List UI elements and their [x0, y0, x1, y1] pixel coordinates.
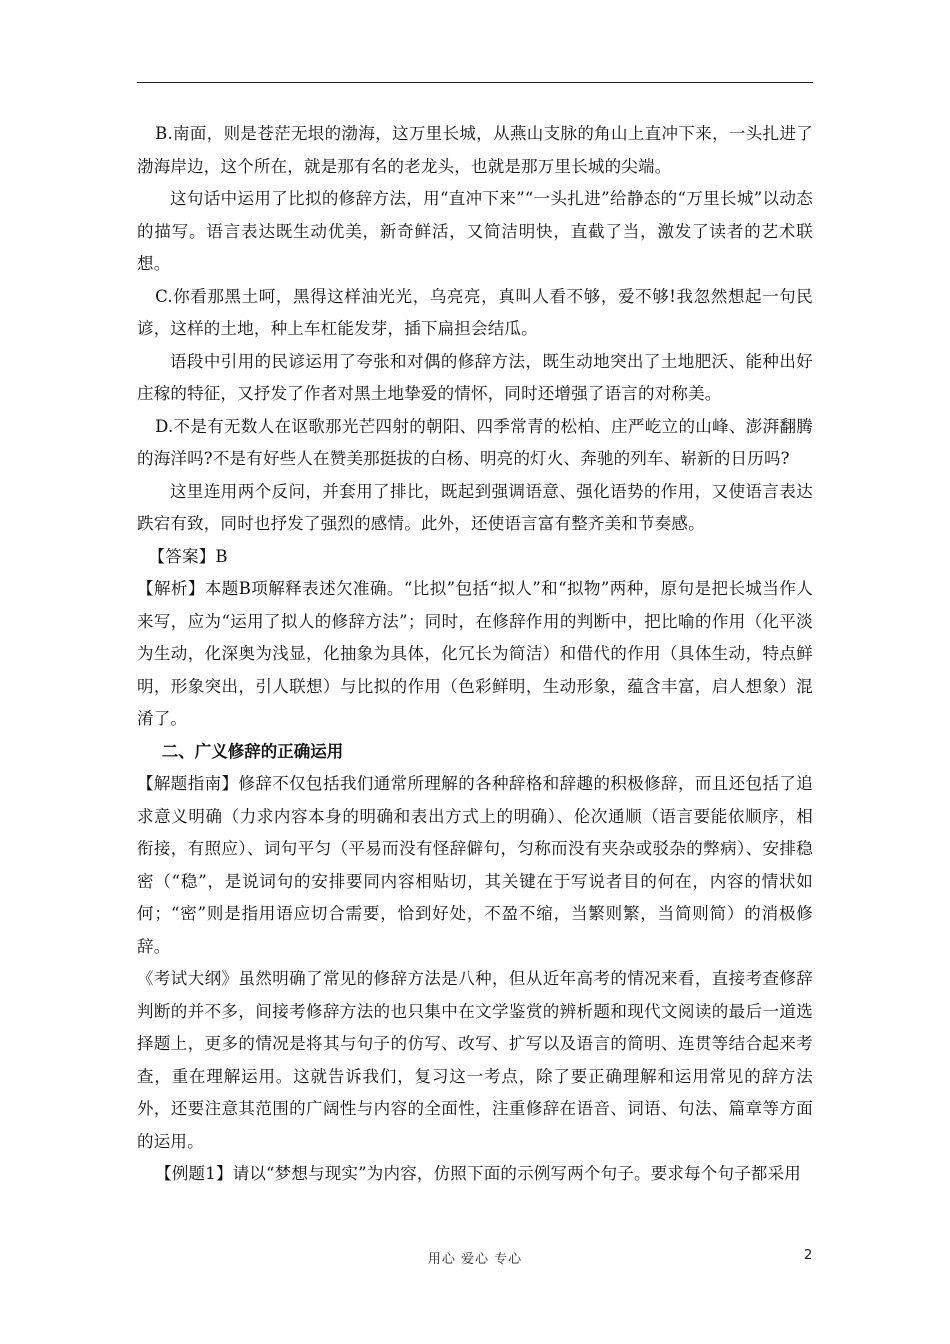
- document-body: [137, 118, 813, 1191]
- header-rule: [137, 82, 813, 83]
- guide-paragraph: 【解题指南】修辞不仅包括我们通常所理解的各种辞格和辞趣的积极修辞，而且还包括了追求意义明确（力求内容本身的明确和表出方式上的明确）、伦次通顺（语言要能依顺序，相衔接，有照应）、词句平匀（平易而没有怪辞僻句，匀称而没有夹杂或驳杂的弊病）、安排稳密（“稳”，是说词句的安排要同内容相贴切，其关键在于写说者目的何在，内容的情状如何；“密”则是指用语应切合需要，恰到好处，不盈不缩，当繁则繁，当简则简）的消极修辞。: [137, 774, 813, 956]
- paragraph-option-d: D.不是有无数人在讴歌那光芒四射的朝阳、四季常青的松柏、庄严屹立的山峰、澎湃翻腾的海洋吗?不是有好些人在赞美那挺拔的白杨、明亮的灯火、奔驰的列车、崭新的日历吗?: [137, 416, 813, 468]
- paragraph-c-explanation: 语段中引用的民谚运用了夸张和对偶的修辞方法，既生动地突出了土地肥沃、能种出好庄稼的特征，又抒发了作者对黑土地挚爱的情怀，同时还增强了语言的对称美。: [137, 351, 813, 403]
- footer-motto: 用心 爱心 专心: [427, 1252, 523, 1267]
- answer-line: 【答案】B: [148, 546, 228, 566]
- page-number: 2: [804, 1248, 813, 1263]
- paragraph-option-c: C.你看那黑土呵，黑得这样油光光，乌亮亮，真叫人看不够，爱不够!我忽然想起一句民谚，这样的土地，种上车杠能发芽，插下扁担会结瓜。: [137, 286, 813, 338]
- paragraph-b-explanation: 这句话中运用了比拟的修辞方法，用“直冲下来”“一头扎进”给静态的“万里长城”以动态的描写。语言表达既生动优美，新奇鲜活，又简洁明快，直截了当，激发了读者的艺术联想。: [137, 189, 813, 273]
- section-heading: 二、广义修辞的正确运用: [161, 741, 344, 761]
- paragraph-d-explanation: 这里连用两个反问，并套用了排比，既起到强调语意、强化语势的作用，又使语言表达跌宕有致，同时也抒发了强烈的感情。此外，还使语言富有整齐美和节奏感。: [137, 481, 813, 533]
- syllabus-paragraph: 《考试大纲》虽然明确了常见的修辞方法是八种，但从近年高考的情况来看，直接考查修辞判断的并不多，间接考修辞方法的也只集中在文学鉴赏的辨析题和现代文阅读的最后一道选择题上，更多的情况是将其与句子的仿写、改写、扩写以及语言的简明、连贯等结合起来考查，重在理解运用。这就告诉我们，复习这一考点，除了要正确理解和运用常见的辞方法外，还要注意其范围的广阔性与内容的全面性，注重修辞在语音、词语、句法、篇章等方面的运用。: [137, 969, 813, 1151]
- example-question: 【例题1】请以“梦想与现实”为内容，仿照下面的示例写两个句子。要求每个句子都采用: [155, 1164, 802, 1183]
- analysis-paragraph: 【解析】本题B项解释表述欠准确。“比拟”包括“拟人”和“拟物”两种，原句是把长城当作人来写，应为“运用了拟人的修辞方法”；同时，在修辞作用的判断中，把比喻的作用（化平淡为生动，化深奥为浅显，化抽象为具体，化冗长为简洁）和借代的作用（具体生动，特点鲜明，形象突出，引人联想）与比拟的作用（色彩鲜明，生动形象，蕴含丰富，启人想象）混淆了。: [137, 579, 813, 728]
- paragraph-option-b: B.南面，则是苍茫无垠的渤海，这万里长城，从燕山支脉的角山上直冲下来，一头扎进了渤海岸边，这个所在，就是那有名的老龙头，也就是那万里长城的尖端。: [137, 124, 813, 176]
